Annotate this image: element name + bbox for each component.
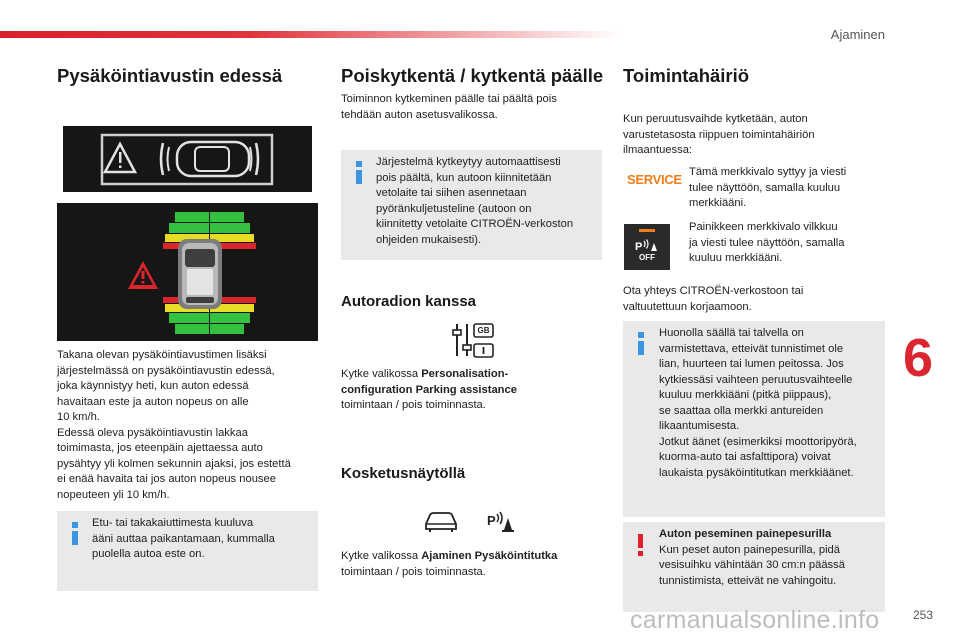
toggle-intro: Toiminnon kytkeminen päälle tai päältä pois tehdään auton asetusvalikossa. (341, 93, 557, 121)
towbar-info-note: Järjestelmä kytkeytyy automaattisesti pois päältä, kun autoon kiinnitetään vetolaite tai siihen asennetaan pyöränkuljetusteline (autoon on kiinnitetty vetolaite CITROËN-verkoston ohjeiden mukaisesti). (341, 150, 602, 260)
speaker-info-note: Etu- tai takakaiuttimesta kuuluva ääni auttaa paikantamaan, kummalla puolella autoa este on. (57, 511, 318, 591)
touchscreen-instructions: Kytke valikossa Ajaminen Pysäköintitutka toimintaan / pois toiminnasta. (341, 550, 558, 578)
page-number: 253 (913, 608, 934, 622)
front-parking-title: Pysäköintiavustin edessä (57, 65, 283, 86)
parking-off-text: Painikkeen merkkivalo vilkkuu ja viesti tulee näyttöön, samalla kuuluu merkkiääni. (689, 221, 845, 264)
warning-icon (636, 534, 645, 556)
touchscreen-title: Kosketusnäytöllä (341, 465, 466, 482)
service-warning-icon: SERVICE (627, 172, 682, 187)
radio-instructions: Kytke valikossa Personalisation- configuration Parking assistance toimintaan / pois toiminnasta. (341, 368, 517, 411)
svg-text:P: P (635, 241, 643, 253)
header-accent-bar (0, 31, 620, 38)
gb-label: GB (477, 326, 490, 335)
dashboard-parking-display (63, 126, 312, 192)
toggle-title: Poiskytkentä / kytkentä päälle (341, 65, 604, 86)
radio-title: Autoradion kanssa (341, 293, 477, 310)
info-icon (71, 522, 78, 545)
parking-off-button-icon: P OFF (624, 224, 670, 270)
svg-text:P: P (487, 513, 496, 528)
service-warning-text: Tämä merkkivalo syttyy ja viesti tulee näyttöön, samalla kuuluu merkkiääni. (689, 166, 847, 209)
section-title: Ajaminen (830, 27, 885, 42)
contact-dealer-text: Ota yhteys CITROËN-verkostoon tai valtuutettuun korjaamoon. (623, 285, 804, 313)
watermark: carmanualsonline.info (630, 606, 880, 634)
front-parking-description: Takana olevan pysäköintiavustimen lisäksi järjestelmässä on pysäköintiavustin edessä, joka käynnistyy heti, kun auton edessä havaitaan este ja auton nopeus on alle 10 km/h. Edessä oleva pysäköintiavustin lakkaa toimimasta, jos eteenpäin ajettaessa auto pysähtyy yli kolmen sekunnin ajaksi, jos estettä ei enää havaita tai jos auton nopeus nousee nopeuteen yli 10 km/h. (57, 349, 291, 501)
info-icon (637, 332, 644, 355)
parking-sensor-icon (486, 510, 516, 534)
parking-sensor-screen (57, 203, 318, 341)
weather-info-note: Huonolla säällä tai talvella on varmistettava, etteivät tunnistimet ole lian, huurteen tai lumen peitossa. Jos kytkiessäsi vaihteen peruutusvaihteelle kuuluu merkkiääni (pitkä piippaus), se saattaa olla merkki antureiden likaantumisesta. Jotkut äänet (esimerkiksi moottoripyörä, kuorma-auto tai asfalttipora) voivat laukaista pysäköintitutkan merkkiäänet. (623, 321, 885, 517)
info-icon (355, 161, 362, 184)
chapter-number: 6 (903, 328, 934, 388)
malfunction-intro: Kun peruutusvaihde kytketään, auton varustetasosta riippuen toimintahäiriön ilmaantuessa: (623, 113, 815, 156)
malfunction-title: Toimintahäiriö (623, 65, 750, 86)
settings-sliders-icon (450, 321, 495, 359)
pressure-washer-warning: Auton peseminen painepesurilla Kun peset auton painepesurilla, pidä vesisuihku vähintään 30 cm:n päässä tunnistimista, etteivät ne vahingoitu. (623, 522, 885, 612)
car-icon (423, 510, 459, 534)
